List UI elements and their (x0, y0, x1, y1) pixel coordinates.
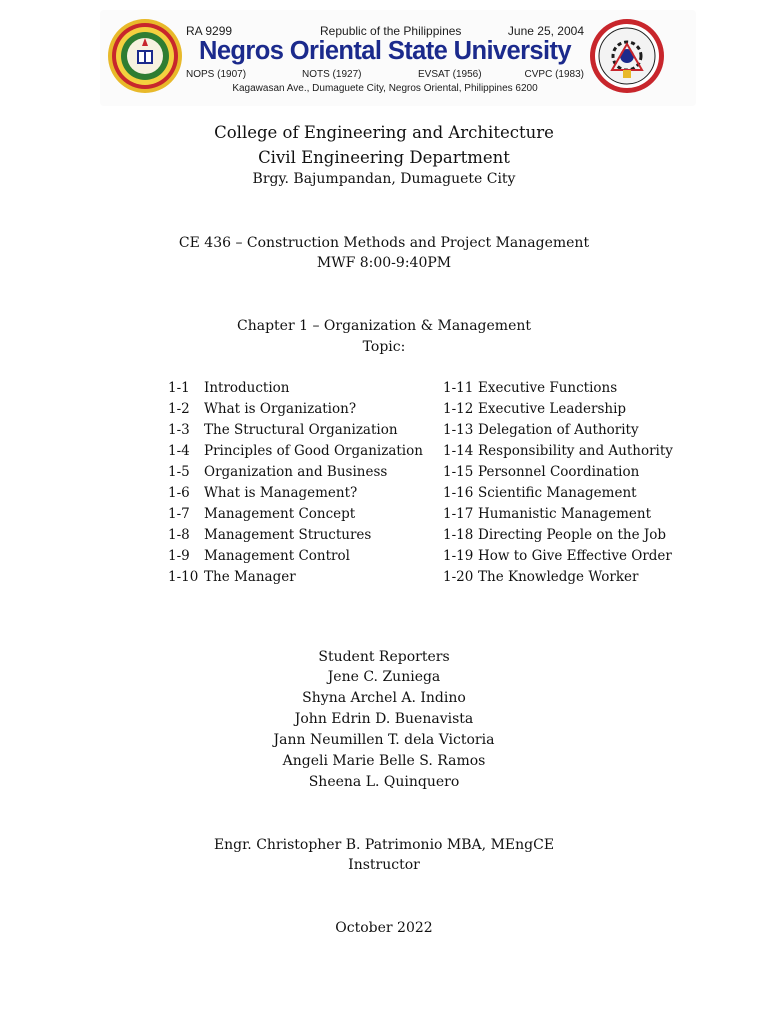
topic-number: 1-7 (168, 506, 190, 522)
letterhead-top-row (186, 24, 584, 38)
topic-label: Introduction (204, 380, 290, 396)
topic-label: Executive Functions (478, 380, 618, 396)
course-title: CE 436 – Construction Methods and Project Management (178, 235, 590, 251)
topic-number: 1-10 (168, 569, 199, 585)
university-name: Negros Oriental State University (199, 37, 571, 65)
topic-number: 1-19 (443, 548, 474, 564)
topic-label: Executive Leadership (478, 401, 627, 417)
university-address: Kagawasan Ave., Dumaguete City, Negros Oriental, Philippines 6200 (232, 83, 538, 94)
topic-label: What is Organization? (204, 401, 357, 417)
university-seal-icon (106, 14, 184, 98)
topic-label: Personnel Coordination (478, 464, 640, 480)
history-item: NOTS (1927) (302, 69, 362, 80)
reporter-name: Angeli Marie Belle S. Ramos (282, 753, 486, 769)
topic-number: 1-18 (443, 527, 474, 543)
topic-label: Organization and Business (204, 464, 388, 480)
topic-heading: Topic: (362, 339, 406, 355)
topic-number: 1-1 (168, 380, 190, 396)
history-item: EVSAT (1956) (418, 69, 482, 80)
topic-label: The Structural Organization (204, 422, 398, 438)
letterhead-banner (100, 10, 696, 106)
topic-label: Management Structures (204, 527, 372, 543)
department-name: Civil Engineering Department (258, 148, 510, 167)
topic-number: 1-20 (443, 569, 474, 585)
topic-number: 1-5 (168, 464, 190, 480)
topic-label: Directing People on the Job (478, 527, 667, 543)
topic-number: 1-14 (443, 443, 474, 459)
topic-number: 1-12 (443, 401, 474, 417)
topic-number: 1-15 (443, 464, 474, 480)
department-location: Brgy. Bajumpandan, Dumaguete City (252, 171, 516, 187)
topic-label: Principles of Good Organization (204, 443, 423, 459)
topic-number: 1-6 (168, 485, 190, 501)
topic-number: 1-17 (443, 506, 474, 522)
college-name: College of Engineering and Architecture (214, 123, 554, 142)
topic-label: The Knowledge Worker (478, 569, 639, 585)
topic-number: 1-4 (168, 443, 190, 459)
republic-label: Republic of the Philippines (320, 24, 462, 38)
topic-label: Delegation of Authority (478, 422, 639, 438)
course-schedule: MWF 8:00-9:40PM (316, 255, 452, 271)
topic-label: The Manager (204, 569, 296, 585)
topic-label: Scientific Management (478, 485, 637, 501)
history-item: NOPS (1907) (186, 69, 247, 80)
topic-label: What is Management? (204, 485, 358, 501)
history-item: CVPC (1983) (524, 69, 584, 80)
topic-number: 1-13 (443, 422, 474, 438)
topic-number: 1-9 (168, 548, 190, 564)
topic-label: Responsibility and Authority (478, 443, 673, 459)
chapter-title: Chapter 1 – Organization & Management (237, 318, 531, 334)
ra-number: RA 9299 (186, 24, 233, 38)
reporter-name: Jann Neumillen T. dela Victoria (273, 732, 495, 748)
topic-label: Management Concept (204, 506, 356, 522)
reporter-name: Sheena L. Quinquero (308, 774, 460, 790)
topic-number: 1-8 (168, 527, 190, 543)
reporter-name: John Edrin D. Buenavista (294, 711, 474, 727)
reporter-name: Shyna Archel A. Indino (302, 690, 466, 706)
document-date: October 2022 (335, 920, 433, 936)
reporters-heading: Student Reporters (318, 649, 450, 665)
college-seal-icon (588, 14, 666, 98)
instructor-role: Instructor (348, 857, 420, 873)
reporter-name: Jene C. Zuniega (327, 669, 441, 685)
topic-number: 1-16 (443, 485, 474, 501)
topic-number: 1-2 (168, 401, 190, 417)
topic-number: 1-11 (443, 380, 474, 396)
topic-label: Management Control (204, 548, 350, 564)
topic-label: How to Give Effective Order (478, 548, 672, 564)
history-row (186, 69, 584, 81)
topic-number: 1-3 (168, 422, 190, 438)
charter-date: June 25, 2004 (507, 24, 584, 38)
instructor-name: Engr. Christopher B. Patrimonio MBA, MEngCE (213, 837, 555, 853)
topic-label: Humanistic Management (478, 506, 652, 522)
